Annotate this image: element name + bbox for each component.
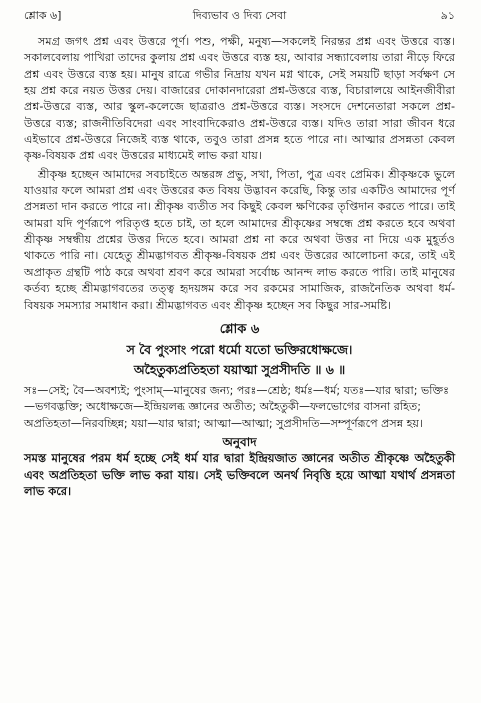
verse-heading: শ্লোক ৬: [219, 321, 260, 337]
header-verse-ref: শ্লোক ৬]: [24, 9, 62, 22]
page-body: [24, 34, 455, 500]
purport-paragraph: শ্রীকৃষ্ণ হচ্ছেন আমাদের সবচাইতে অন্তরঙ্গ প্রভু, সখা, পিতা, পুত্র এবং প্রেমিক। শ্রীকৃষ্ণকে ভুলে যাওয়ার ফলে আমরা প্রশ্ন এবং উত্তরের কত বিষয় উদ্ভাবন করেছি, কিন্তু তার একটিও আমাদের পূর্ণ প্রসন্নতা দান করতে পারে না। শ্রীকৃষ্ণ ব্যতীত সব কিছুই কেবল ক্ষণিকের তৃপ্তিদান করতে পারে। তাই আমরা যদি পূর্ণরূপে পরিতৃপ্ত হতে চাই, তা হলে আমাদের শ্রীকৃষ্ণের সম্বন্ধে প্রশ্ন করতে হবে অথবা শ্রীকৃষ্ণ সম্বন্ধীয় প্রশ্নের উত্তর দিতে হবে। আমরা প্রশ্ন না করে অথবা উত্তর না দিয়ে এক মুহূর্তও থাকতে পারি না। যেহেতু শ্রীমদ্ভাগবত শ্রীকৃষ্ণ-বিষয়ক প্রশ্ন এবং উত্তরের আলোচনা করে, তাই এই অপ্রাকৃত গ্রন্থটি পাঠ করে অথবা শ্রবণ করে আমরা সর্বোচ্চ আনন্দ লাভ করতে পারি। তাই মানুষের কর্তব্য হচ্ছে শ্রীমদ্ভাগবতের তত্ত্ব হৃদয়ঙ্গম করে সব রকমের সামাজিক, রাজনৈতিক অথবা ধর্ম-বিষয়ক সমস্যার সমাধান করা। শ্রীমদ্ভাগবত এবং শ্রীকৃষ্ণ হচ্ছেন সব কিছুর সার-সমষ্টি।: [24, 167, 455, 312]
header-chapter-title: দিব্যভাব ও দিব্য সেবা: [192, 9, 287, 22]
purport-paragraph: সমগ্র জগৎ প্রশ্ন এবং উত্তরে পূর্ণ। পশু, পক্ষী, মনুষ্য—সকলেই নিরন্তর প্রশ্ন এবং উত্তরে ব্যস্ত। সকালবেলায় পাখিরা তাদের কুলায় প্রশ্ন এবং উত্তরে ব্যস্ত হয়, আবার সন্ধ্যাবেলায় তারা নীড়ে ফিরে প্রশ্ন এবং উত্তরে ব্যস্ত হয়। মানুষ রাত্রে গভীর নিদ্রায় যখন মগ্ন থাকে, সেই সময়টি ছাড়া সর্বক্ষণ সে হয় প্রশ্ন করে নয়ত উত্তর দেয়। বাজারের দোকানদারেরা প্রশ্ন-উত্তরে ব্যস্ত, বিচারালয়ে আইনজীবীরা প্রশ্ন-উত্তরে ব্যস্ত, আর স্কুল-কলেজে ছাত্ররাও প্রশ্ন-উত্তরে ব্যস্ত। সংসদে দেশনেতারা সকলে প্রশ্ন-উত্তরে ব্যস্ত; রাজনীতিবিদেরা এবং সাংবাদিকেরাও প্রশ্ন-উত্তরে ব্যস্ত। যদিও তারা সারা জীবন ধরে এইভাবে প্রশ্ন-উত্তরে নিজেই ব্যস্ত থাকে, তবুও তারা প্রসন্ন হতে পারে না। আত্মার প্রসন্নতা কেবল কৃষ্ণ-বিষয়ক প্রশ্ন এবং উত্তরের মাধ্যমেই লাভ করা যায়।: [24, 35, 455, 163]
translation-heading: অনুবাদ: [222, 435, 257, 450]
word-for-word: [24, 383, 455, 432]
verse-line: স বৈ পুংসাং পরো ধর্মো যতো ভক্তিরধোক্ষজে।: [126, 341, 353, 357]
page-header: [24, 7, 455, 23]
page-number: ৯১: [440, 9, 455, 22]
translation: [24, 450, 455, 500]
translation-text: সমস্ত মানুষের পরম ধর্ম হচ্ছে সেই ধর্ম যার দ্বারা ইন্দ্রিয়জাত জ্ঞানের অতীত শ্রীকৃষ্ণে অহৈতুকী এবং অপ্রতিহতা ভক্তি লাভ করা যায়। সেই ভক্তিবলে অনর্থ নিবৃত্তি হয়ে আত্মা যথার্থ প্রসন্নতা লাভ করে।: [24, 451, 455, 499]
synonyms-text: সঃ—সেই; বৈ—অবশ্যই; পুংসাম্—মানুষের জন্য; পরঃ—শ্রেষ্ঠ; ধর্মঃ—ধর্ম; যতঃ—যার দ্বারা; ভক্তিঃ—ভগবদ্ভক্তি; অধোক্ষজে—ইন্দ্রিয়লব্ধ জ্ঞানের অতীত; অহৈতুকী—ফলভোগের বাসনা রহিত; অপ্রতিহতা—নিরবচ্ছিন্ন; যয়া—যার দ্বারা; আত্মা—আত্মা; সুপ্রসীদতি—সম্পূর্ণরূপে প্রসন্ন হয়।: [24, 383, 450, 430]
verse-line: অহৈতুক্যপ্রতিহতা যয়াত্মা সুপ্রসীদতি ॥ ৬ ॥: [133, 361, 346, 377]
